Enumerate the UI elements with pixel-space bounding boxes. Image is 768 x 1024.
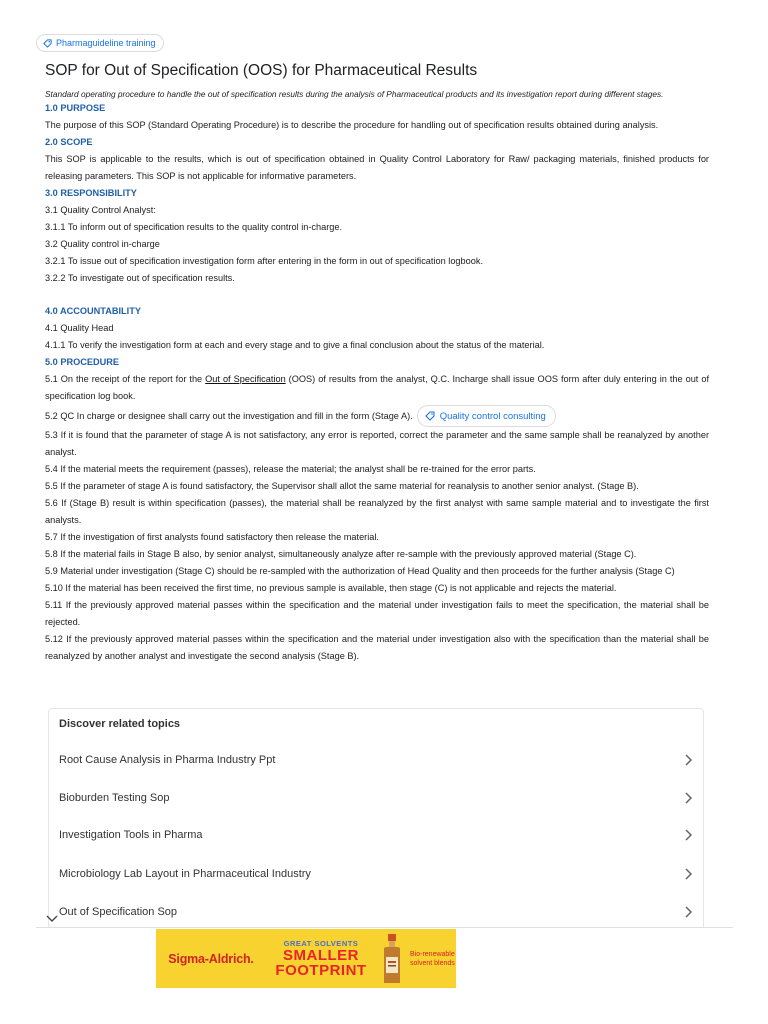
responsibility-item: 3.2.1 To issue out of specification investigation form after entering in the form in out of specification logbook.	[45, 256, 484, 266]
ad-blank-area	[456, 929, 613, 988]
related-topics-panel	[48, 708, 704, 928]
quality-control-consulting-chip[interactable]: Quality control consulting	[417, 405, 556, 427]
ad-headline: GREAT SOLVENTS SMALLER FOOTPRINT	[275, 939, 367, 979]
chevron-down-icon[interactable]	[46, 912, 58, 924]
advertisement-banner[interactable]	[156, 929, 613, 988]
chip-label: Pharmaguideline training	[56, 37, 156, 48]
ad-tagline: Bio-renewable solvent blends	[410, 950, 455, 967]
procedure-item-5-4: 5.4 If the material meets the requirement (passes), release the material; the analyst shall be re-trained for the error parts.	[45, 464, 536, 474]
related-topic-item[interactable]: Microbiology Lab Layout in Pharmaceutical Industry	[49, 855, 703, 893]
scope-heading: 2.0 SCOPE	[45, 137, 93, 147]
chevron-right-icon	[681, 905, 695, 919]
scope-text: This SOP is applicable to the results, which is out of specification obtained in Quality Control Laboratory for Raw/ packaging materials, finished products for releasing parameters. This SOP is not applicable for informative parameters.	[45, 154, 709, 181]
procedure-item-5-10: 5.10 If the material has been received the first time, no previous sample is available, then stage (C) is not applicable and rejects the material.	[45, 583, 617, 593]
procedure-item-5-5: 5.5 If the parameter of stage A is found satisfactory, the Supervisor shall allot the same material for reanalysis to another senior analyst. (Stage B).	[45, 481, 639, 491]
accountability-item: 4.1 Quality Head	[45, 323, 114, 333]
related-topic-item[interactable]: Bioburden Testing Sop	[49, 779, 703, 817]
procedure-item-5-6: 5.6 If (Stage B) result is within specification (passes), the material shall be reanalyzed by the first analyst with same sample material and to investigate the first analysts.	[45, 498, 709, 525]
procedure-item-5-8: 5.8 If the material fails in Stage B also, by senior analyst, simultaneously analyze after re-sample with the previously approved material (Stage C).	[45, 549, 637, 559]
responsibility-item: 3.2 Quality control in-charge	[45, 239, 160, 249]
page-subtitle: Standard operating procedure to handle the out of specification results during the analysis of Pharmaceutical products and its investigation report during different stages.	[45, 89, 664, 99]
procedure-item-5-1: 5.1 On the receipt of the report for the Out of Specification (OOS) of results from the analyst, Q.C. Incharge shall issue OOS form after duly entering in the out of specification log book.	[45, 374, 709, 401]
related-topics-title: Discover related topics	[59, 718, 181, 730]
accountability-heading: 4.0 ACCOUNTABILITY	[45, 306, 141, 316]
accountability-item: 4.1.1 To verify the investigation form at each and every stage and to give a final conclusion about the status of the material.	[45, 340, 545, 350]
chevron-right-icon	[681, 791, 695, 805]
responsibility-item: 3.2.2 To investigate out of specification results.	[45, 273, 235, 283]
divider	[36, 927, 733, 928]
procedure-item-5-12: 5.12 If the previously approved material passes within the specification and the material under investigation also with the specification than the material shall be reanalyzed by another analyst and investigate the second analysis (Stage B).	[45, 634, 709, 661]
responsibility-heading: 3.0 RESPONSIBILITY	[45, 188, 137, 198]
related-topic-item[interactable]: Out of Specification Sop	[49, 893, 703, 931]
responsibility-item: 3.1 Quality Control Analyst:	[45, 205, 156, 215]
bottle-icon	[380, 933, 404, 985]
chevron-right-icon	[681, 867, 695, 881]
procedure-heading: 5.0 PROCEDURE	[45, 357, 120, 367]
related-topic-item[interactable]: Root Cause Analysis in Pharma Industry Ppt	[49, 741, 703, 779]
tag-icon	[43, 39, 52, 48]
related-topic-item[interactable]: Investigation Tools in Pharma	[49, 816, 703, 854]
procedure-item-5-3: 5.3 If it is found that the parameter of stage A is not satisfactory, any error is reported, correct the parameter and the same sample shall be reanalyzed by another analyst.	[45, 430, 709, 457]
purpose-text: The purpose of this SOP (Standard Operating Procedure) is to describe the procedure for handling out of specification results obtained during analysis.	[45, 120, 659, 130]
procedure-item-5-2: 5.2 QC In charge or designee shall carry out the investigation and fill in the form (Stage A). Quality control consulting	[45, 405, 709, 427]
pharmaguideline-training-chip[interactable]	[36, 34, 164, 52]
oos-link[interactable]: Out of Specification	[205, 374, 286, 384]
chevron-right-icon	[681, 828, 695, 842]
document-body	[45, 100, 709, 665]
ad-brand-logo: Sigma-Aldrich.	[156, 929, 266, 988]
page-title: SOP for Out of Specification (OOS) for Pharmaceutical Results	[45, 62, 478, 79]
chevron-right-icon	[681, 753, 695, 767]
procedure-item-5-11: 5.11 If the previously approved material passes within the specification and the material under investigation fails to meet the specification, the material shall be rejected.	[45, 600, 709, 627]
tag-icon	[425, 411, 435, 421]
purpose-heading: 1.0 PURPOSE	[45, 103, 106, 113]
procedure-item-5-9: 5.9 Material under investigation (Stage C) should be re-sampled with the authorization of Head Quality and then proceeds for the further analysis (Stage C)	[45, 566, 675, 576]
responsibility-item: 3.1.1 To inform out of specification results to the quality control in-charge.	[45, 222, 343, 232]
procedure-item-5-7: 5.7 If the investigation of first analysts found satisfactory then release the material.	[45, 532, 379, 542]
